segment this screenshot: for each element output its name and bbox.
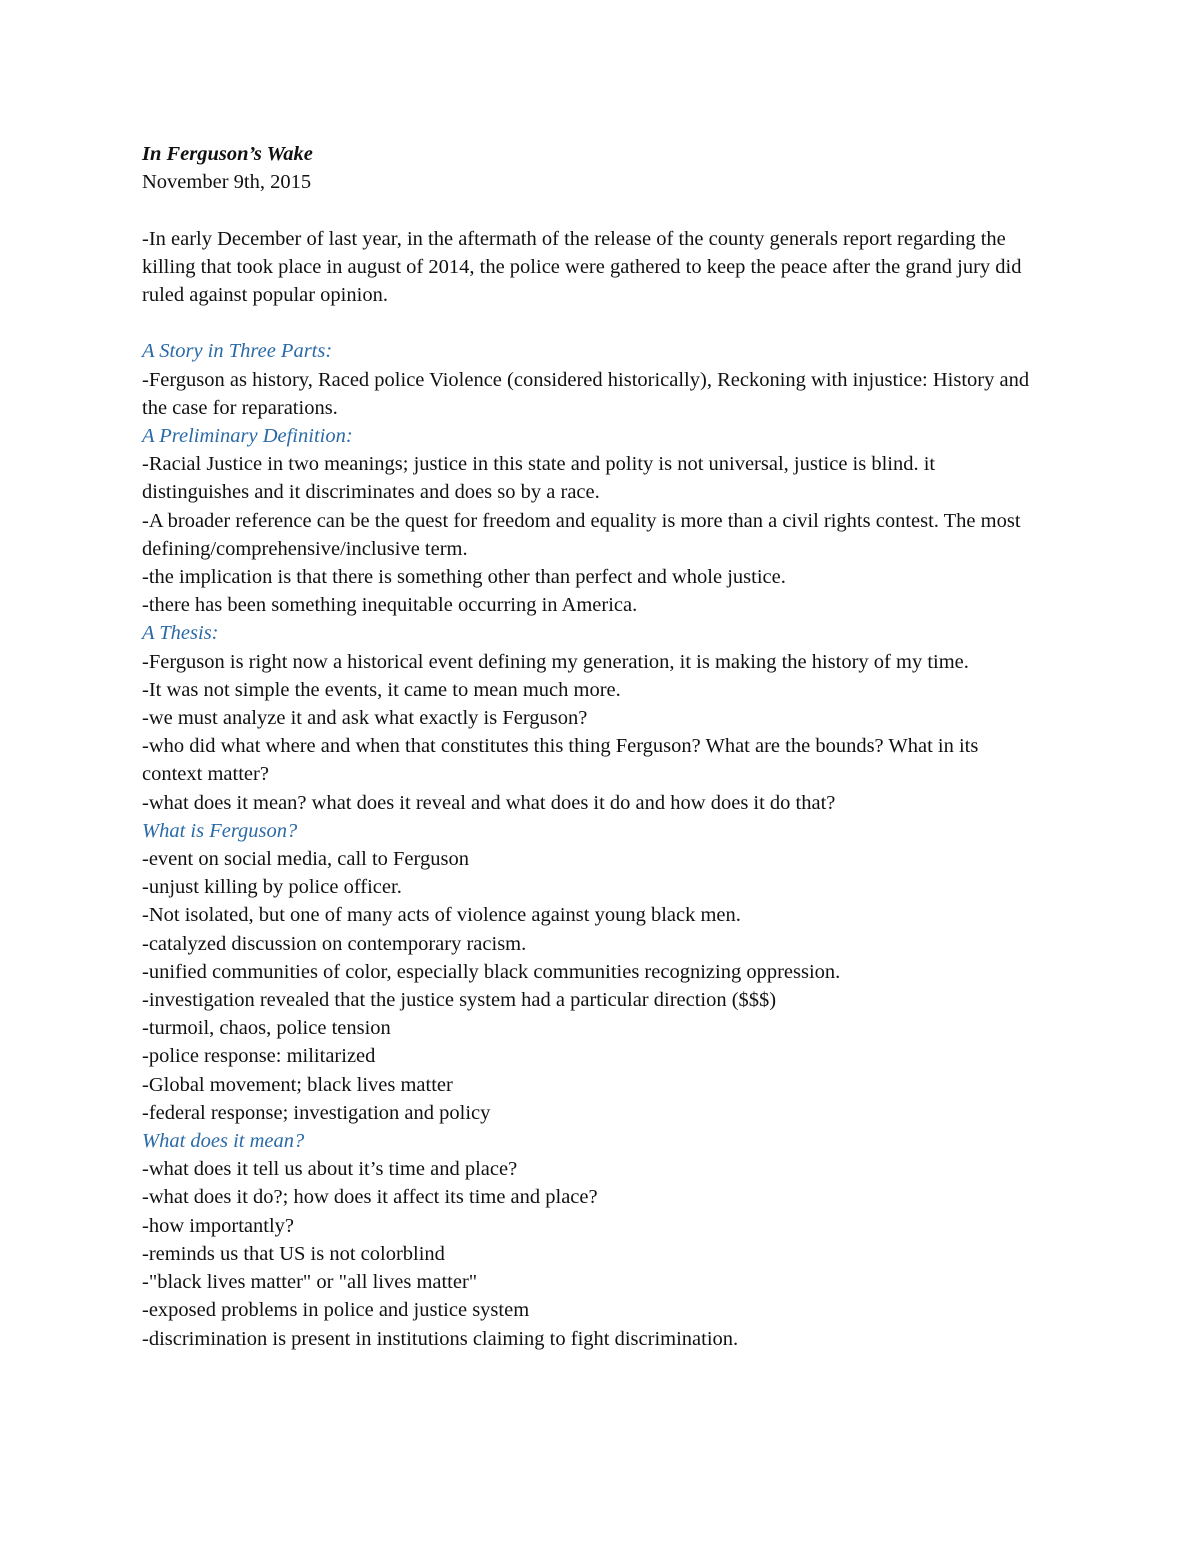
section-heading: A Story in Three Parts: bbox=[142, 340, 333, 363]
section-line: -investigation revealed that the justice system had a particular direction ($$$) bbox=[142, 989, 777, 1012]
document-title: In Ferguson’s Wake bbox=[142, 143, 313, 165]
section-heading: What is Ferguson? bbox=[142, 819, 298, 842]
section-preliminary-definition bbox=[142, 422, 1042, 619]
section-line: -unified communities of color, especially black communities recognizing oppression. bbox=[142, 960, 841, 983]
document-date: November 9th, 2015 bbox=[142, 171, 312, 194]
section-line: -Racial Justice in two meanings; justice in this state and polity is not universal, justice is blind. it distinguishes and it discriminates and does so by a race. bbox=[142, 453, 936, 504]
section-thesis bbox=[142, 619, 1042, 816]
section-line: -discrimination is present in institutions claiming to fight discrimination. bbox=[142, 1327, 739, 1350]
section-heading: A Preliminary Definition: bbox=[142, 425, 353, 447]
section-line: -Not isolated, but one of many acts of violence against young black men. bbox=[142, 904, 741, 927]
section-line: -what does it do?; how does it affect its time and place? bbox=[142, 1186, 598, 1209]
section-line: -unjust killing by police officer. bbox=[142, 876, 402, 899]
section-line: -catalyzed discussion on contemporary racism. bbox=[142, 932, 527, 955]
section-line: -exposed problems in police and justice system bbox=[142, 1299, 530, 1322]
section-line: -how importantly? bbox=[142, 1214, 295, 1237]
section-line: -A broader reference can be the quest for freedom and equality is more than a civil rights contest. The most defining/comprehensive/inclusive term. bbox=[142, 509, 1021, 560]
section-line: -It was not simple the events, it came to mean much more. bbox=[142, 678, 621, 701]
section-line: -there has been something inequitable occurring in America. bbox=[142, 594, 638, 617]
section-line: -turmoil, chaos, police tension bbox=[142, 1017, 391, 1040]
section-line: -Global movement; black lives matter bbox=[142, 1073, 453, 1096]
section-line: -we must analyze it and ask what exactly is Ferguson? bbox=[142, 707, 588, 730]
section-line: -police response: militarized bbox=[142, 1045, 376, 1068]
section-line: -federal response; investigation and policy bbox=[142, 1101, 491, 1124]
section-line: -who did what where and when that constitutes this thing Ferguson? What are the bounds? What in its context matter? bbox=[142, 735, 979, 786]
section-heading: A Thesis: bbox=[142, 622, 219, 645]
section-line: -Ferguson is right now a historical event defining my generation, it is making the history of my time. bbox=[142, 650, 969, 673]
section-what-does-it-mean bbox=[142, 1127, 1042, 1353]
section-line: -event on social media, call to Ferguson bbox=[142, 848, 469, 871]
section-what-is-ferguson bbox=[142, 817, 1042, 1127]
document-page bbox=[142, 140, 1042, 1353]
section-line: -what does it tell us about it’s time and place? bbox=[142, 1158, 518, 1181]
section-line: -reminds us that US is not colorblind bbox=[142, 1242, 445, 1265]
intro-paragraph: -In early December of last year, in the aftermath of the release of the county generals report regarding the killing that took place in august of 2014, the police were gathered to keep the peace after the grand jury did ruled against popular opinion. bbox=[142, 227, 1022, 306]
section-line: -what does it mean? what does it reveal and what does it do and how does it do that? bbox=[142, 791, 836, 814]
section-line: -Ferguson as history, Raced police Violence (considered historically), Reckoning with injustice: History and the case for reparations. bbox=[142, 368, 1030, 419]
section-heading: What does it mean? bbox=[142, 1130, 305, 1153]
section-line: -the implication is that there is something other than perfect and whole justice. bbox=[142, 566, 786, 589]
section-line: -"black lives matter" or "all lives matter" bbox=[142, 1271, 478, 1294]
section-story-three-parts bbox=[142, 337, 1042, 422]
